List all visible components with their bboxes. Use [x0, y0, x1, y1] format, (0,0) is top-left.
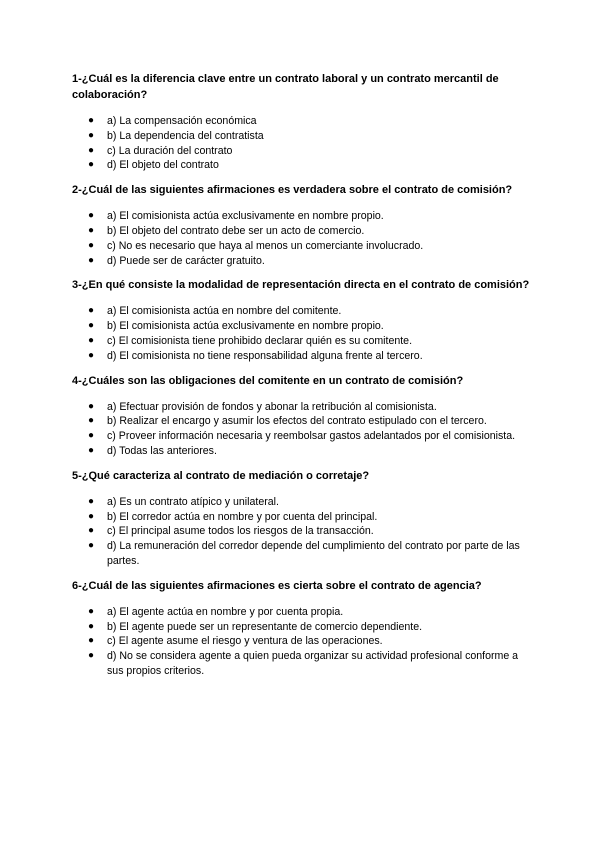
option-text: d) El objeto del contrato: [107, 159, 219, 172]
option-item: [72, 539, 530, 569]
bullet-icon: ●: [88, 254, 95, 266]
option-text: d) Todas las anteriores.: [107, 444, 217, 457]
option-list: [72, 209, 530, 268]
bullet-icon: ●: [88, 224, 95, 236]
option-text: c) El principal asume todos los riesgos de la transacción.: [107, 525, 374, 538]
option-text: d) La remuneración del corredor depende del cumplimiento del contrato por parte de las partes.: [107, 540, 520, 567]
bullet-icon: ●: [88, 349, 95, 361]
option-item: [72, 649, 530, 679]
option-item: [72, 400, 530, 415]
question-title: 6-¿Cuál de las siguientes afirmaciones es cierta sobre el contrato de agencia?: [72, 579, 482, 592]
option-text: c) No es necesario que haya al menos un comerciante involucrado.: [107, 239, 424, 252]
option-item: [72, 620, 530, 635]
option-item: [72, 254, 530, 269]
bullet-icon: ●: [88, 430, 95, 442]
question-3: [72, 277, 530, 363]
option-item: [72, 429, 530, 444]
option-item: [72, 129, 530, 144]
option-text: d) El comisionista no tiene responsabilidad alguna frente al tercero.: [107, 349, 423, 362]
question-title: 5-¿Qué caracteriza al contrato de mediación o corretaje?: [72, 469, 370, 482]
option-item: [72, 144, 530, 159]
question-1: [72, 71, 530, 173]
question-title: 1-¿Cuál es la diferencia clave entre un contrato laboral y un contrato mercantil de colaboración?: [72, 73, 499, 101]
bullet-icon: ●: [88, 334, 95, 346]
option-list: [72, 304, 530, 363]
option-text: b) El corredor actúa en nombre y por cuenta del principal.: [107, 510, 378, 523]
bullet-icon: ●: [88, 525, 95, 537]
option-item: [72, 334, 530, 349]
bullet-icon: ●: [88, 510, 95, 522]
option-text: b) El agente puede ser un representante de comercio dependiente.: [107, 620, 423, 633]
option-list: [72, 114, 530, 173]
option-list: [72, 400, 530, 459]
option-list: [72, 495, 530, 569]
option-text: b) La dependencia del contratista: [107, 129, 264, 142]
option-text: c) La duración del contrato: [107, 144, 233, 157]
bullet-icon: ●: [88, 305, 95, 317]
option-text: c) El comisionista tiene prohibido declarar quién es su comitente.: [107, 334, 413, 347]
option-text: c) Proveer información necesaria y reembolsar gastos adelantados por el comisionista.: [107, 430, 516, 443]
bullet-icon: ●: [88, 144, 95, 156]
bullet-icon: ●: [88, 320, 95, 332]
option-item: [72, 510, 530, 525]
bullet-icon: ●: [88, 210, 95, 222]
bullet-icon: ●: [88, 115, 95, 126]
bullet-icon: ●: [88, 444, 95, 456]
question-6: [72, 578, 530, 679]
option-text: a) Efectuar provisión de fondos y abonar la retribución al comisionista.: [107, 400, 437, 413]
option-item: [72, 239, 530, 254]
option-text: b) El comisionista actúa exclusivamente en nombre propio.: [107, 320, 384, 333]
bullet-icon: ●: [88, 635, 95, 647]
question-5: [72, 468, 530, 569]
bullet-icon: ●: [88, 605, 95, 617]
option-item: [72, 209, 530, 224]
option-item: [72, 114, 530, 129]
option-text: a) El agente actúa en nombre y por cuenta propia.: [107, 605, 344, 618]
option-item: [72, 158, 530, 173]
bullet-icon: ●: [88, 400, 95, 412]
option-text: a) La compensación económica: [107, 115, 257, 127]
option-list: [72, 605, 530, 679]
bullet-icon: ●: [88, 415, 95, 427]
question-2: [72, 182, 530, 268]
bullet-icon: ●: [88, 620, 95, 632]
option-item: [72, 319, 530, 334]
option-item: [72, 524, 530, 539]
question-4: [72, 373, 530, 459]
option-item: [72, 349, 530, 364]
bullet-icon: ●: [88, 650, 95, 662]
bullet-icon: ●: [88, 159, 95, 171]
question-title: 3-¿En qué consiste la modalidad de representación directa en el contrato de comisión?: [72, 279, 530, 292]
option-text: b) El objeto del contrato debe ser un acto de comercio.: [107, 224, 365, 237]
bullet-icon: ●: [88, 495, 95, 507]
option-text: c) El agente asume el riesgo y ventura de las operaciones.: [107, 635, 383, 648]
question-title: 4-¿Cuáles son las obligaciones del comitente en un contrato de comisión?: [72, 374, 464, 387]
option-text: a) El comisionista actúa en nombre del comitente.: [107, 305, 342, 318]
option-item: [72, 414, 530, 429]
option-item: [72, 495, 530, 510]
bullet-icon: ●: [88, 129, 95, 141]
option-item: [72, 304, 530, 319]
option-text: a) Es un contrato atípico y unilateral.: [107, 495, 279, 508]
option-text: d) Puede ser de carácter gratuito.: [107, 254, 265, 267]
option-text: a) El comisionista actúa exclusivamente en nombre propio.: [107, 210, 384, 223]
bullet-icon: ●: [88, 239, 95, 251]
option-text: b) Realizar el encargo y asumir los efectos del contrato estipulado con el tercero.: [107, 415, 487, 428]
option-item: [72, 444, 530, 459]
option-item: [72, 224, 530, 239]
option-text: d) No se considera agente a quien pueda organizar su actividad profesional conforme a sus propios criterios.: [107, 650, 519, 677]
bullet-icon: ●: [88, 540, 95, 552]
option-item: [72, 634, 530, 649]
question-title: 2-¿Cuál de las siguientes afirmaciones es verdadera sobre el contrato de comisión?: [72, 184, 513, 197]
option-item: [72, 605, 530, 620]
